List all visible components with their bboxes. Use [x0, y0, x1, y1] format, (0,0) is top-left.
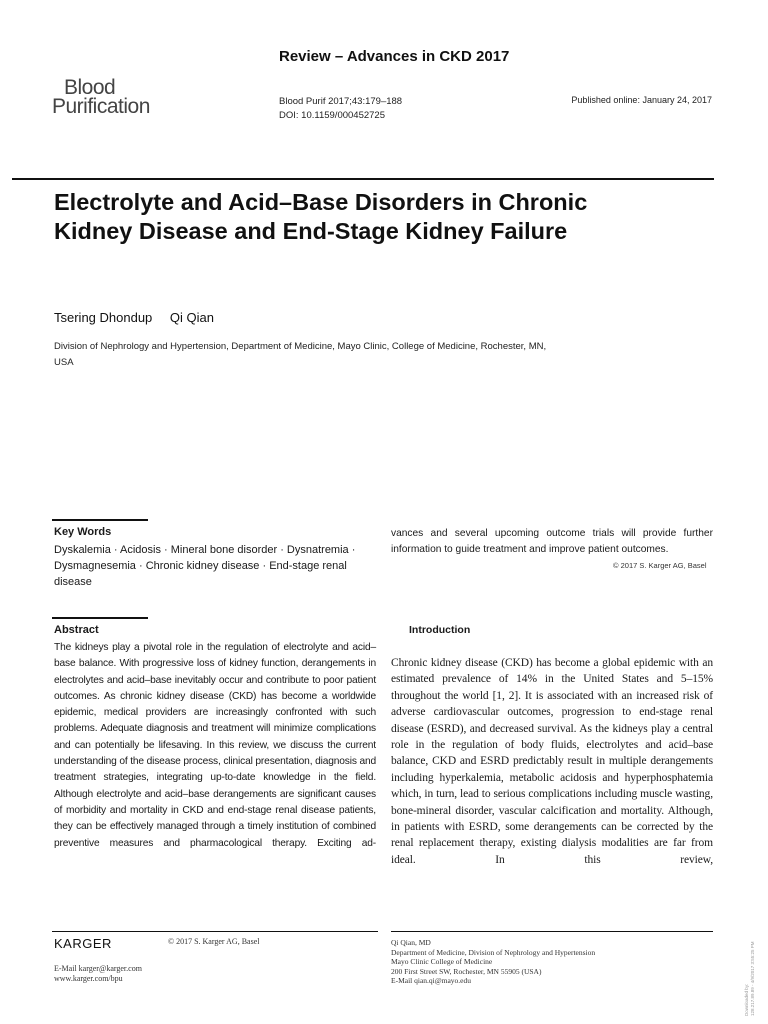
- introduction-text: Chronic kidney disease (CKD) has become a global epidemic with an estimated prevalence of 14% in the United States and 5–15% throughout the world [1, 2]. It is associated with an increased risk of adverse cardiovascular outcomes, progression to end-stage renal disease (ESRD), and decreased survival. As the kidneys play a central role in the regulation of body fluids, electrolytes and acid–base balance, CKD and ESRD predictably result in multiple derangements including hyperkalemia, metabolic acidosis and hyperphosphatemia which, in turn, lead to serious complications including muscle wasting, bone-mineral disorder, vascular calcification and mortality. Although, in patients with ESRD, some derangements can be corrected by the renal replacement therapy, existing dialysis modalities are far from ideal. In this review,: [391, 657, 713, 866]
- corr-department: Department of Medicine, Division of Nephrology and Hypertension: [391, 947, 596, 957]
- corr-email[interactable]: E-Mail qian.qi@mayo.edu: [391, 976, 472, 985]
- introduction-heading: Introduction: [409, 624, 471, 636]
- author-name[interactable]: Qi Qian: [169, 310, 214, 325]
- citation-block: [279, 95, 402, 123]
- watermark-line-2: 128.217.89.89 - 4/9/2017 3:55:25 PM: [750, 941, 755, 1016]
- logo-line-1: Blood: [64, 76, 116, 99]
- correspondence-block: [391, 938, 595, 986]
- abstract-continued: vances and several upcoming outcome trials will provide further information to guide treatment and improve patient outcomes.: [391, 528, 713, 556]
- doi-link[interactable]: DOI: 10.1159/000452725: [279, 110, 385, 121]
- keywords-rule: [52, 519, 148, 521]
- publisher-email[interactable]: E-Mail karger@karger.com: [54, 964, 142, 973]
- published-date: Published online: January 24, 2017: [571, 95, 712, 105]
- footer-copyright: © 2017 S. Karger AG, Basel: [168, 937, 260, 946]
- author-name[interactable]: Tsering Dhondup: [54, 310, 153, 325]
- citation: Blood Purif 2017;43:179–188: [279, 96, 403, 107]
- corr-name: Qi Qian, MD: [391, 938, 431, 947]
- abstract-copyright: © 2017 S. Karger AG, Basel: [613, 561, 707, 570]
- publisher-contact: [54, 964, 142, 984]
- footer-rule-left: [52, 931, 378, 932]
- download-watermark: [744, 941, 756, 1016]
- abstract-heading: Abstract: [54, 624, 99, 636]
- abstract-rule: [52, 617, 148, 619]
- watermark-line-1: Downloaded by:: [744, 983, 749, 1016]
- publisher-logo: KARGER: [54, 936, 112, 951]
- author-list: [54, 310, 228, 325]
- affiliation: Division of Nephrology and Hypertension, Department of Medicine, Mayo Clinic, College of Medicine, Rochester, MN, USA: [54, 341, 547, 368]
- footer-rule-right: [391, 931, 713, 932]
- article-title: Electrolyte and Acid–Base Disorders in Chronic Kidney Disease and End-Stage Kidney Failure: [54, 189, 588, 244]
- journal-logo: [52, 78, 172, 116]
- series-title: Review – Advances in CKD 2017: [279, 48, 510, 65]
- title-rule: [12, 178, 714, 180]
- corr-institution: Mayo Clinic College of Medicine: [391, 957, 493, 966]
- keywords-text: Dyskalemia · Acidosis · Mineral bone disorder · Dysnatremia · Dysmagnesemia · Chronic kidney disease · End-stage renal disease: [54, 544, 356, 588]
- keywords-heading: Key Words: [54, 526, 112, 538]
- publisher-website[interactable]: www.karger.com/bpu: [54, 974, 123, 983]
- logo-line-2: Purification: [52, 95, 150, 118]
- corr-address: 200 First Street SW, Rochester, MN 55905 (USA): [391, 966, 542, 976]
- abstract-text: The kidneys play a pivotal role in the regulation of electrolyte and acid–base balance. With progressive loss of kidney function, derangements in electrolytes and acid–base inevitably occur and contribute to poor patient outcomes. As chronic kidney disease (CKD) has become a worldwide epidemic, medical providers are increasingly confronted with such problems. Adequate diagnosis and treatment will minimize complications and can potentially be lifesaving. In this review, we discuss the current understanding of the disease process, clinical presentation, diagnosis and treatment strategies, integrating up-to-date knowledge in the field. Although electrolyte and acid–base derangements are significant causes of morbidity and mortality in CKD and end-stage renal disease patients, they can be effectively managed through a timely institution of combined preventive measures and pharmacological therapy. Exciting ad-: [54, 642, 376, 849]
